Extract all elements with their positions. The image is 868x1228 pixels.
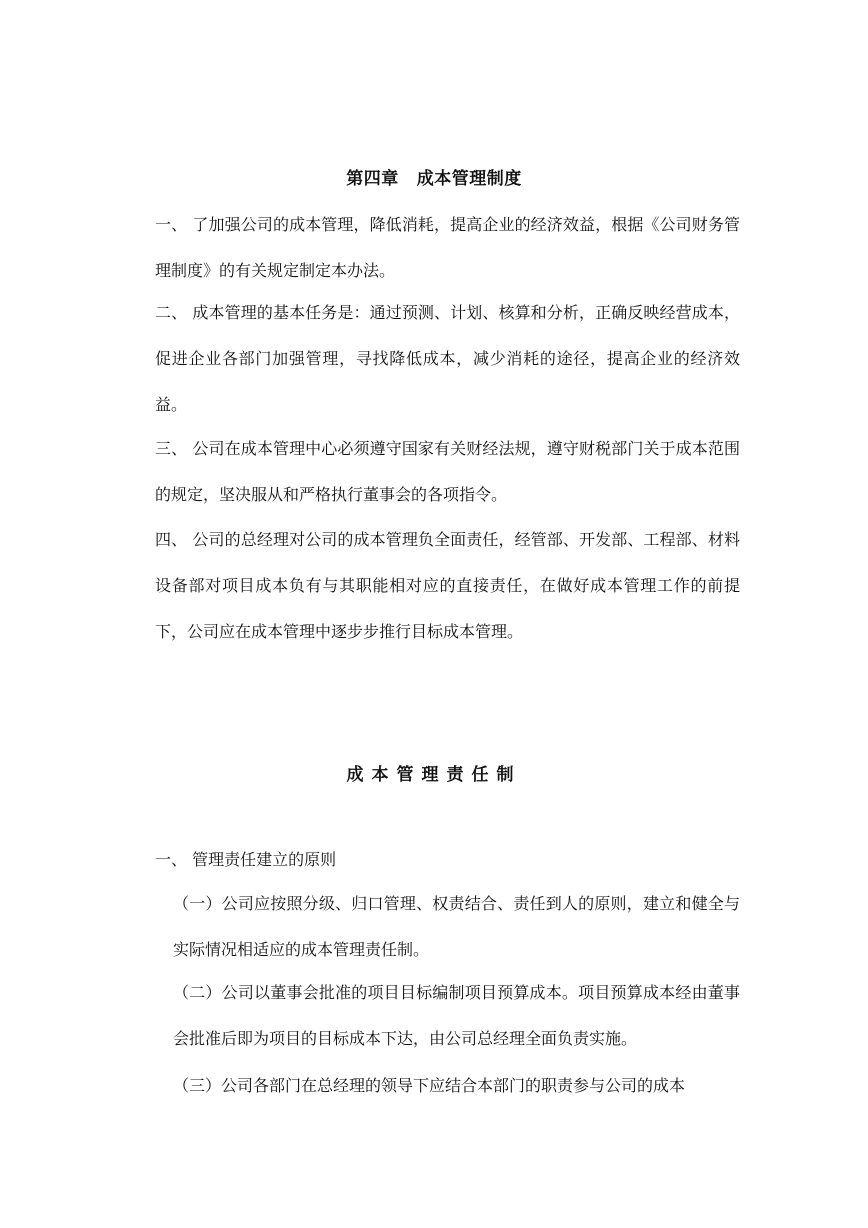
section-number: 一、 — [155, 850, 188, 869]
sub-item-text: 公司各部门在总经理的领导下应结合本部门的职责参与公司的成本 — [221, 1076, 686, 1095]
sub-item-number: （一） — [173, 894, 222, 913]
paragraph-text: 公司在成本管理中心必须遵守国家有关财经法规，遵守财税部门关于成本范围的规定，坚决服从和严格执行董事会的各项指令。 — [155, 439, 740, 504]
paragraph-number: 一、 — [155, 215, 188, 234]
sub-item-1 — [173, 881, 740, 973]
paragraph-text: 了加强公司的成本管理，降低消耗，提高企业的经济效益，根据《公司财务管理制度》的有关规定制定本办法。 — [155, 215, 740, 280]
section-heading-text: 管理责任建立的原则 — [192, 850, 337, 869]
sub-item-text: 公司以董事会批准的项目目标编制项目预算成本。项目预算成本经由董事会批准后即为项目的目标成本下达，由公司总经理全面负责实施。 — [173, 983, 740, 1048]
chapter-title — [0, 164, 868, 189]
paragraph-text: 公司的总经理对公司的成本管理负全面责任，经管部、开发部、工程部、材料设备部对项目成本负有与其职能相对应的直接责任，在做好成本管理工作的前提下，公司应在成本管理中逐步步推行目标成本管理。 — [155, 530, 740, 641]
paragraph-text: 成本管理的基本任务是：通过预测、计划、核算和分析，正确反映经营成本，促进企业各部门加强管理，寻找降低成本，减少消耗的途径，提高企业的经济效益。 — [155, 303, 740, 414]
chapter-name: 成本管理制度 — [416, 169, 522, 189]
sub-item-number: （三） — [173, 1076, 222, 1095]
paragraph-number: 二、 — [155, 303, 188, 322]
sub-item-2 — [173, 970, 740, 1062]
section-heading — [155, 845, 336, 875]
paragraph-number: 三、 — [155, 439, 188, 458]
sub-item-number: （二） — [173, 983, 222, 1002]
section-title: 成本管理责任制 — [346, 765, 522, 785]
paragraph-1 — [155, 202, 740, 294]
paragraph-4 — [155, 517, 740, 655]
paragraph-3 — [155, 426, 740, 518]
paragraph-2 — [155, 290, 740, 428]
sub-item-3 — [173, 1063, 740, 1109]
paragraph-number: 四、 — [155, 530, 188, 549]
chapter-number: 第四章 — [346, 169, 399, 189]
sub-item-text: 公司应按照分级、归口管理、权责结合、责任到人的原则，建立和健全与实际情况相适应的成本管理责任制。 — [173, 894, 740, 959]
